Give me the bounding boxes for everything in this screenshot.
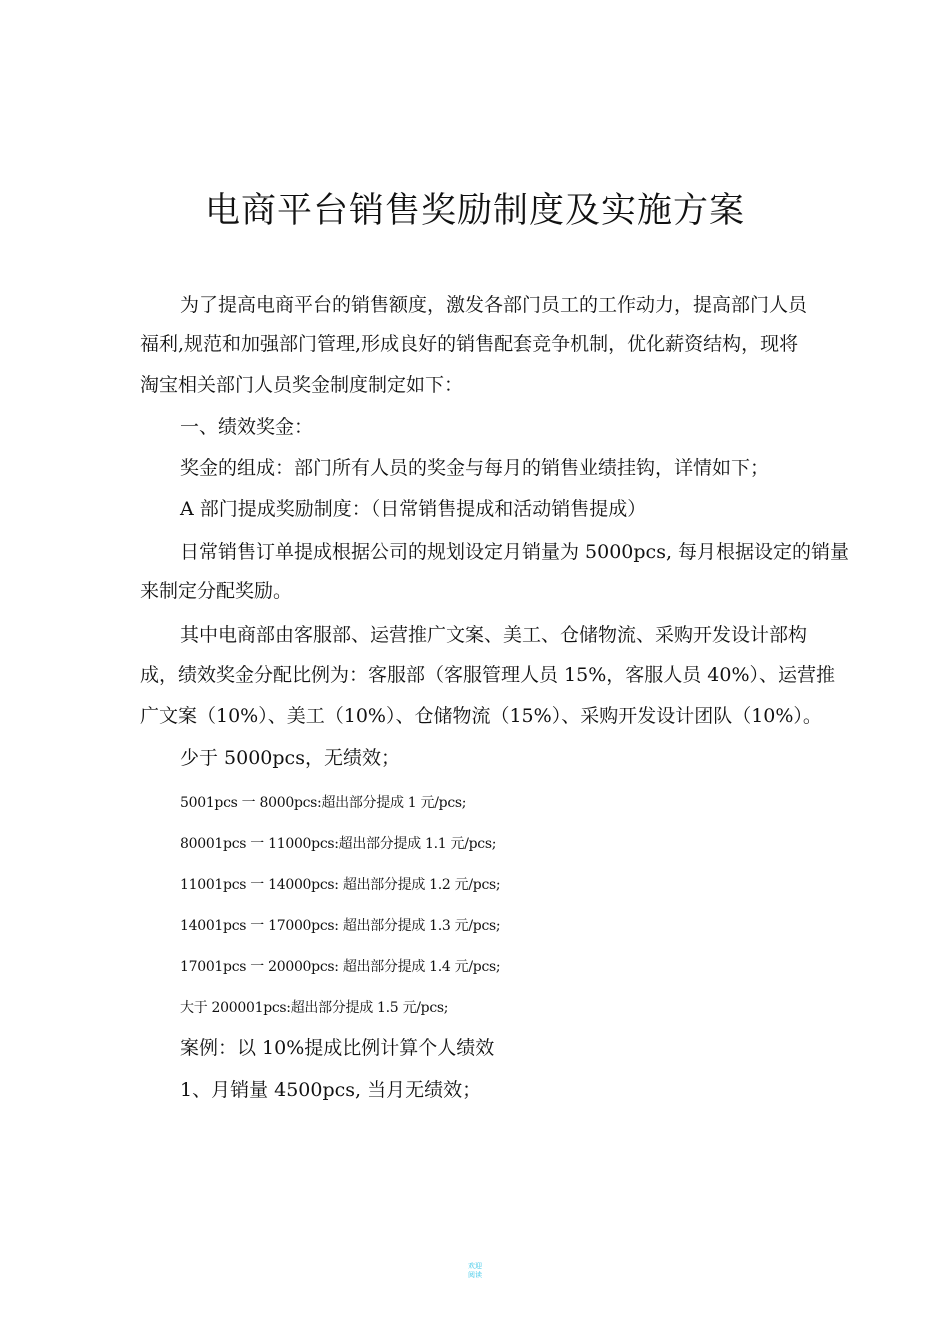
tier-item: 大于 200001pcs:超出部分提成 1.5 元/pcs; bbox=[180, 1000, 449, 1016]
tier-item: 5001pcs 一 8000pcs:超出部分提成 1 元/pcs; bbox=[180, 795, 467, 811]
footer-line-1: 欢迎 bbox=[468, 1262, 482, 1270]
footer-line-2: 阅读 bbox=[468, 1271, 482, 1279]
intro-line-3: 淘宝相关部门人员奖金制度制定如下： bbox=[140, 374, 464, 396]
tier-item: 17001pcs 一 20000pcs: 超出部分提成 1.4 元/pcs; bbox=[180, 959, 501, 975]
daily-sales-line-1: 日常销售订单提成根据公司的规划设定月销量为 5000pcs, 每月根据设定的销量 bbox=[180, 541, 850, 563]
dept-line-2: 成，绩效奖金分配比例为：客服部（客服管理人员 15%，客服人员 40%）、运营推 bbox=[140, 664, 836, 686]
part-a-heading: A 部门提成奖励制度：（日常销售提成和活动销售提成） bbox=[180, 498, 647, 520]
section-heading-performance-bonus: 一、绩效奖金： bbox=[180, 416, 314, 438]
page-footer-watermark bbox=[0, 1262, 950, 1280]
tier-item: 14001pcs 一 17000pcs: 超出部分提成 1.3 元/pcs; bbox=[180, 918, 501, 934]
case-heading: 案例：以 10%提成比例计算个人绩效 bbox=[180, 1037, 495, 1059]
bonus-composition: 奖金的组成：部门所有人员的奖金与每月的销售业绩挂钩，详情如下； bbox=[180, 457, 770, 479]
document-title: 电商平台销售奖励制度及实施方案 bbox=[204, 191, 745, 231]
tier-item: 11001pcs 一 14000pcs: 超出部分提成 1.2 元/pcs; bbox=[180, 877, 501, 893]
case-item-1: 1、月销量 4500pcs, 当月无绩效； bbox=[180, 1079, 482, 1101]
below-threshold: 少于 5000pcs，无绩效； bbox=[180, 747, 400, 769]
tier-item: 80001pcs 一 11000pcs:超出部分提成 1.1 元/pcs; bbox=[180, 836, 497, 852]
dept-line-3: 广文案（10%）、美工（10%）、仓储物流（15%）、采购开发设计团队（10%）。 bbox=[140, 705, 822, 727]
daily-sales-line-2: 来制定分配奖励。 bbox=[140, 580, 293, 602]
intro-line-2: 福利,规范和加强部门管理,形成良好的销售配套竞争机制，优化薪资结构，现将 bbox=[140, 333, 799, 355]
intro-line-1: 为了提高电商平台的销售额度，激发各部门员工的工作动力，提高部门人员 bbox=[180, 294, 808, 316]
dept-line-1: 其中电商部由客服部、运营推广文案、美工、仓储物流、采购开发设计部构 bbox=[180, 624, 808, 646]
